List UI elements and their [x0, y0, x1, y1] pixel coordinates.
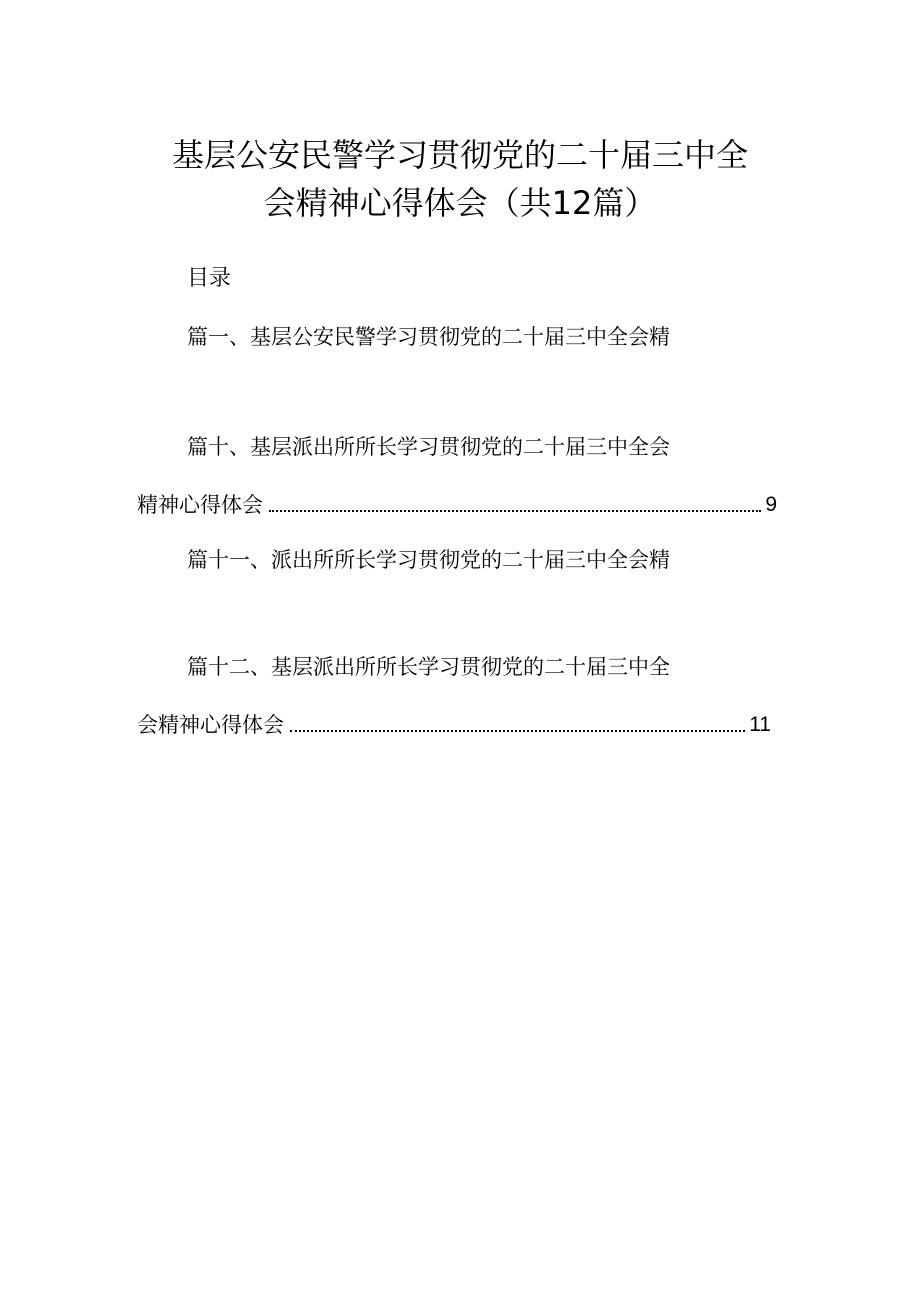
toc-entry-10-page-number: 9: [765, 493, 777, 516]
toc-entry-10-text: 精神心得体会: [137, 493, 263, 517]
dot-leader: [290, 730, 745, 732]
dot-leader: [269, 510, 761, 512]
toc-entry-12-continuation[interactable]: [137, 710, 771, 740]
toc-entry-10[interactable]: 篇十、基层派出所所长学习贯彻党的二十届三中全会: [187, 435, 670, 459]
document-title-line-2: 会精神心得体会（共12篇）: [263, 184, 657, 222]
document-title-line-1: 基层公安民警学习贯彻党的二十届三中全: [171, 136, 748, 174]
toc-entry-12[interactable]: 篇十二、基层派出所所长学习贯彻党的二十届三中全: [187, 655, 670, 679]
toc-heading: 目录: [187, 266, 232, 291]
toc-entry-10-continuation[interactable]: [137, 490, 777, 520]
toc-entry-1[interactable]: 篇一、基层公安民警学习贯彻党的二十届三中全会精: [187, 325, 670, 349]
toc-entry-12-page-number: 11: [749, 713, 771, 736]
toc-entry-11[interactable]: 篇十一、派出所所长学习贯彻党的二十届三中全会精: [187, 548, 670, 572]
toc-entry-12-text: 会精神心得体会: [137, 713, 284, 737]
